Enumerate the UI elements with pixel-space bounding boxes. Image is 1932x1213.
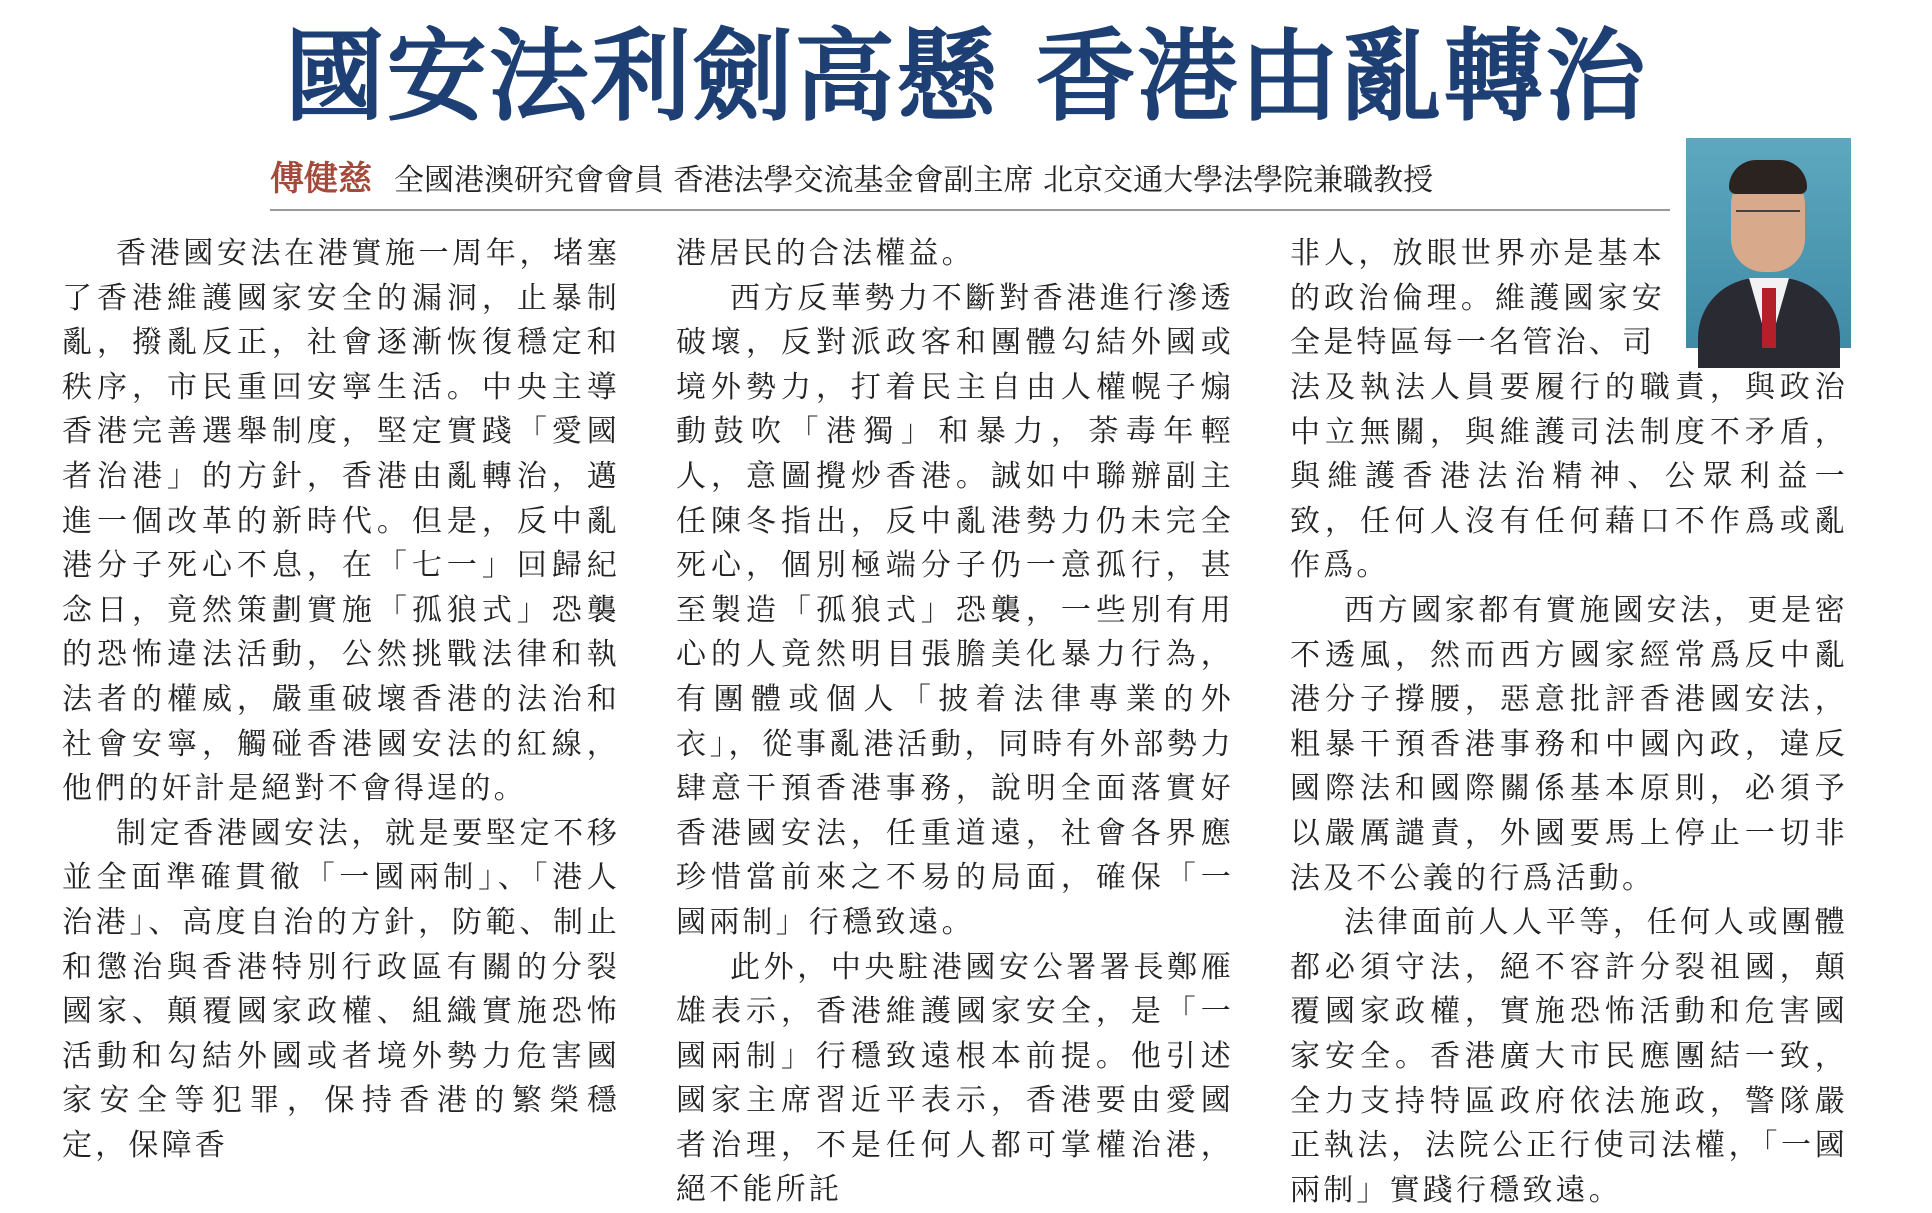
article-column-2 xyxy=(676,232,1234,1132)
author-portrait-image xyxy=(1686,138,1851,348)
headline: 國安法利劍高懸 香港由亂轉治 xyxy=(0,18,1932,136)
article-column-3 xyxy=(1290,366,1848,1213)
paragraph: 制定香港國安法，就是要堅定不移並全面準確貫徹「一國兩制」、「港人治港」、高度自治的方針，防範、制止和懲治與香港特別行政區有關的分裂國家、顛覆國家政權、組織實施恐怖活動和勾結外國或者境外勢力危害國家安全等犯罪，保持香港的繁榮穩定，保障香 xyxy=(62,812,620,1169)
paragraph: 法律面前人人平等，任何人或團體都必須守法，絕不容許分裂祖國，顛覆國家政權，實施恐怖活動和危害國家安全。香港廣大市民應團結一致，全力支持特區政府依法施政，警隊嚴正執法，法院公正行使司法權，「一國兩制」實踐行穩致遠。 xyxy=(1290,901,1848,1213)
paragraph: 西方反華勢力不斷對香港進行滲透破壞，反對派政客和團體勾結外國或境外勢力，打着民主自由人權幌子煽動鼓吹「港獨」和暴力，荼毒年輕人，意圖攪炒香港。誠如中聯辦副主任陳冬指出，反中亂港勢力仍未完全死心，個別極端分子仍一意孤行，甚至製造「孤狼式」恐襲，一些別有用心的人竟然明目張膽美化暴力行為，有團體或個人「披着法律專業的外衣」，從事亂港活動，同時有外部勢力肆意干預香港事務，說明全面落實好香港國安法，任重道遠，社會各界應珍惜當前來之不易的局面，確保「一國兩制」行穩致遠。 xyxy=(676,277,1234,946)
portrait-tie xyxy=(1762,288,1776,348)
byline xyxy=(270,160,1670,200)
byline-divider xyxy=(270,209,1670,211)
article-column-1 xyxy=(62,232,620,1132)
article-column-3-top xyxy=(1290,232,1665,366)
paragraph-continued: 非人，放眼世界亦是基本的政治倫理。維護國家安全是特區每一名管治、司 xyxy=(1290,232,1665,366)
paragraph: 西方國家都有實施國安法，更是密不透風，然而西方國家經常爲反中亂港分子撐腰，惡意批評香港國安法，粗暴干預香港事務和中國內政，違反國際法和國際關係基本原則，必須予以嚴厲譴責，外國要馬上停止一切非法及不公義的行爲活動。 xyxy=(1290,589,1848,901)
paragraph: 此外，中央駐港國安公署署長鄭雁雄表示，香港維護國家安全，是「一國兩制」行穩致遠根本前提。他引述國家主席習近平表示，香港要由愛國者治理，不是任何人都可掌權治港，絕不能所託 xyxy=(676,946,1234,1213)
portrait-glasses xyxy=(1736,210,1800,228)
paragraph: 香港國安法在港實施一周年，堵塞了香港維護國家安全的漏洞，止暴制亂，撥亂反正，社會逐漸恢復穩定和秩序，市民重回安寧生活。中央主導香港完善選舉制度，堅定實踐「愛國者治港」的方針，香港由亂轉治，邁進一個改革的新時代。但是，反中亂港分子死心不息，在「七一」回歸紀念日，竟然策劃實施「孤狼式」恐襲的恐怖違法活動，公然挑戰法律和執法者的權威，嚴重破壞香港的法治和社會安寧，觸碰香港國安法的紅線，他們的奸計是絕對不會得逞的。 xyxy=(62,232,620,812)
paragraph-continued: 港居民的合法權益。 xyxy=(676,232,1234,277)
author-name: 傅健慈 xyxy=(270,159,372,199)
paragraph-continued: 法及執法人員要履行的職責，與政治中立無關，與維護司法制度不矛盾，與維護香港法治精神、公眾利益一致，任何人沒有任何藉口不作爲或亂作爲。 xyxy=(1290,366,1848,589)
author-titles: 全國港澳研究會會員 香港法學交流基金會副主席 北京交通大學法學院兼職教授 xyxy=(394,163,1433,198)
portrait-hair xyxy=(1729,160,1807,194)
